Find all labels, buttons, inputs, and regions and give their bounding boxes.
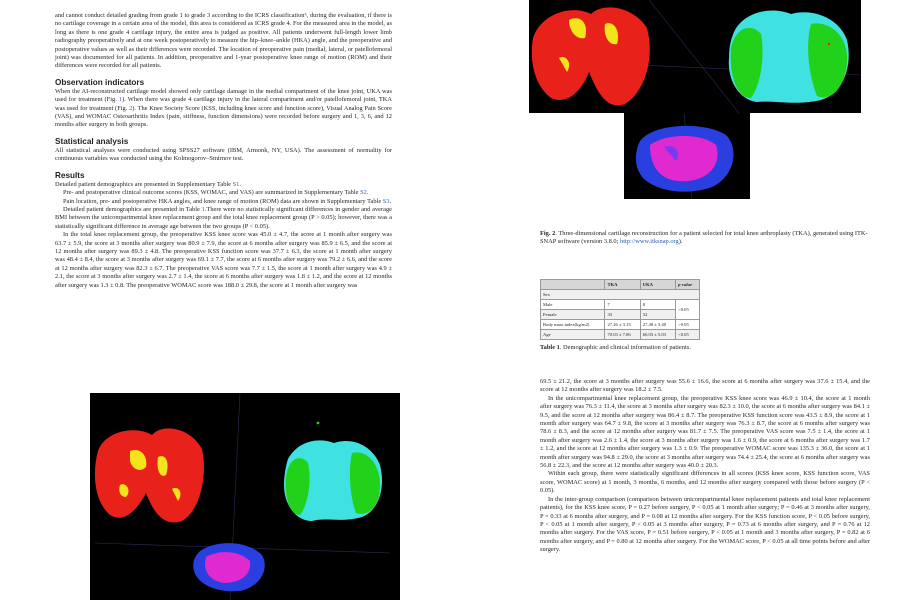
table-cell: 8 bbox=[640, 300, 675, 310]
table-cell: <0.05 bbox=[676, 330, 700, 340]
results-heading: Results bbox=[55, 170, 85, 180]
table-1-link[interactable]: 1 bbox=[201, 205, 205, 213]
table-row bbox=[541, 300, 700, 310]
table-cell: 27.48 ± 3.48 bbox=[640, 320, 675, 330]
observation-paragraph: When the AI-reconstructed cartilage model showed only cartilage damage in the medial compartment of the knee joint, UKA was used for treatment (Fig. 1). When there was grade 4 cartilage injury in the lateral compartment and/or patellofemoral joint, TKA was used for treatment (Fig. 2). The Knee Society Score (KSS, including knee score and function score), Visual Analog Pain Score (VAS), and WOMAC Osteoarthritis Index (pain, stiffness, function dimensions) were recorded before surgery and 1, 3, 6, and 12 months after surgery in both groups. bbox=[55, 87, 393, 129]
table-cell: Male bbox=[541, 300, 605, 310]
table-header-cell: TKA bbox=[605, 280, 640, 290]
table-cell: 7 bbox=[605, 300, 640, 310]
table-header-cell: p-value bbox=[676, 280, 700, 290]
results-paragraph-1: Detailed patient demographics are presented in Supplementary Table S1. bbox=[55, 180, 241, 188]
table-cell: 66.03 ± 5.03 bbox=[640, 330, 675, 340]
statistical-paragraph: All statistical analyses were conducted using SPSS27 software (IBM, Armonk, NY, USA). The assessment of normality for continuous variables was conducted using the Kolmogorov–Smirnov test. bbox=[55, 146, 392, 163]
observation-indicators-heading: Observation indicators bbox=[55, 77, 145, 87]
tka-femur-render-graphic bbox=[529, 0, 861, 113]
figure-2-top-render bbox=[529, 0, 861, 113]
figure-2-bottom-render bbox=[624, 113, 750, 199]
fig1-link[interactable]: 1 bbox=[118, 96, 123, 104]
table-header-cell: UKA bbox=[640, 280, 675, 290]
figure-1-cartilage-render bbox=[90, 393, 400, 600]
results-paragraph-3: Pain location, pre- and postoperative HKA angles, and knee range of motion (ROM) data are shown in Supplementary Table S3. bbox=[63, 197, 392, 205]
table-row bbox=[541, 330, 700, 340]
inter-group-paragraph: In the inter-group comparison (comparison between unicompartmental knee replacement patients and total knee replacement patients), for the KSS knee score, P = 0.27 before surgery, P < 0.05 at 1 month after surgery; P = 0.46 at 3 months after surgery, P = 0.33 at 6 months after surgery, and P = 0.08 at 12 months after surgery. For the KSS function score, P < 0.05 before surgery, P < 0.05 at 1 month after surgery, P < 0.05 at 3 months after surgery, P = 0.73 at 6 months after surgery, and P = 0.76 at 12 months after surgery. For the VAS score, P = 0.51 before surgery, P < 0.05 at 1 month and 3 months after surgery, P = 0.82 at 6 months after surgery, and P = 0.80 at 12 months after surgery. For the WOMAC score, P < 0.05 at all time points before and after surgery. bbox=[540, 495, 870, 554]
cartilage-render-graphic bbox=[90, 393, 400, 600]
within-group-paragraph: Within each group, there were statistically significant differences in all scores (KSS knee score, KSS function score, VAS score, WOMAC score) at 1 month, 3 months, 6 months, and 12 months after surgery compared with those before surgery (P < 0.05). bbox=[540, 470, 870, 495]
table-row bbox=[541, 290, 700, 300]
table-header-cell bbox=[541, 280, 605, 290]
table-cell: Sex bbox=[541, 290, 700, 300]
table-cell: Body mass index(kg/m2) bbox=[541, 320, 605, 330]
fig2-link[interactable]: 2 bbox=[129, 104, 133, 112]
table-cell: 70.03 ± 7.06 bbox=[605, 330, 640, 340]
table-row bbox=[541, 320, 700, 330]
left-text-column bbox=[55, 12, 392, 290]
table-cell: 33 bbox=[605, 310, 640, 320]
table-header-row bbox=[541, 280, 700, 290]
table-s2-link[interactable]: S2 bbox=[360, 189, 367, 197]
table-s3-link[interactable]: S3 bbox=[382, 197, 390, 205]
results-paragraph-4: Detailed patient demographics are presented in Table 1.There were no statistically significant differences in gender and average BMI between the unicompartmental knee replacement group and the total knee replacement group (P > 0.05); however, there was a statistically significant difference in average age between the two groups (P < 0.05). bbox=[55, 205, 392, 230]
page-right bbox=[450, 0, 900, 600]
right-text-column bbox=[540, 378, 870, 555]
table-cell: Age bbox=[541, 330, 605, 340]
table-s1-link[interactable]: S1 bbox=[232, 180, 240, 188]
results-continued-paragraph: 69.5 ± 21.2, the score at 3 months after surgery was 55.6 ± 16.6, the score at 6 months after surgery was 37.6 ± 15.4, and the score at 12 months after surgery was 18.2 ± 7.5. bbox=[540, 378, 870, 394]
table-cell: >0.05 bbox=[676, 320, 700, 330]
tka-tibia-render-graphic bbox=[624, 113, 750, 199]
statistical-analysis-heading: Statistical analysis bbox=[55, 136, 129, 146]
table-cell: >0.05 bbox=[676, 300, 700, 320]
table-cell: 27.26 ± 3.15 bbox=[605, 320, 640, 330]
demographics-table bbox=[540, 279, 700, 340]
uka-group-paragraph: In the unicompartmental knee replacement group, the preoperative KSS knee score was 46.9 ± 10.4, the score at 1 month after surgery was 76.3 ± 11.4, the score at 3 months after surgery was 82.3 ± 10.0, the score at 6 months after surgery was 84.1 ± 9.5, and the score at 12 months after surgery was 86.4 ± 8.7. The preoperative KSS function score was 43.5 ± 8.9, the score at 1 month after surgery was 64.7 ± 9.8, the score at 3 months after surgery was 76.3 ± 8.7, the score at 6 months after surgery was 78.6 ± 8.3, and the score at 12 months after surgery was 81.7 ± 7.5. The preoperative VAS score was 7.5 ± 1.4, the score at 1 month after surgery was 2.6 ± 1.4, the score at 3 months after surgery was 1.6 ± 0.9, the score at 6 months after surgery was 1.7 ± 1.2, and the score at 12 months after surgery was 1.3 ± 0.9. The preoperative WOMAC score was 135.3 ± 36.0, the score at 1 month after surgery was 94.8 ± 29.0, the score at 3 months after surgery was 74.4 ± 25.4, the score at 6 months after surgery was 56.8 ± 22.3, and the score at 12 months after surgery was 40.0 ± 20.3. bbox=[540, 394, 870, 470]
table-cell: 32 bbox=[640, 310, 675, 320]
intro-paragraph: and cannot conduct detailed grading from grade 1 to grade 3 according to the ICRS classification⁶, during the evaluation, if there is no cartilage coverage in a certain area of the model, this area is considered as ICRS grade 4. For the measured area in the model, as long as there is one grade 4 cartilage injury, the entire area is judged as positive. All patients underwent full-length lower limb radiography preoperatively and at one week postoperatively to measure the hip–knee–ankle (HKA) angle, and the preoperative and postoperative values as well as their differences were recorded. The location of preoperative pain (medial, lateral, or patellofemoral joint) was documented for all patients. In addition, preoperative and 1-year postoperative knee range of motion (ROM) and their differences were recorded for all patients. bbox=[55, 12, 392, 70]
table-1-caption: Table 1. Demographic and clinical information of patients. bbox=[540, 344, 691, 351]
figure-2-caption: Fig. 2. Three-dimensional cartilage reconstruction for a patient selected for total knee arthroplasty (TKA), generated using ITK-SNAP software (version 3.8.0; http://www.itksnap.org). bbox=[540, 230, 868, 246]
itksnap-link[interactable]: http://www.itksnap.org bbox=[620, 238, 679, 246]
results-paragraph-5: In the total knee replacement group, the preoperative KSS knee score was 45.0 ± 4.7, the score at 1 month after surgery was 63.7 ± 5.9, the score at 3 months after surgery was 80.9 ± 7.9, the score at 6 months after surgery was 85.9 ± 6.5, and the score at 12 months after surgery was 89.3 ± 4.8. The preoperative KSS function score was 37.7 ± 6.3, the score at 1 month after surgery was 48.4 ± 8.4, the score at 3 months after surgery was 69.1 ± 7.7, the score at 6 months after surgery was 79.2 ± 6.6, and the score at 12 months after surgery was 82.3 ± 6.7. The preoperative VAS score was 7.7 ± 1.5, the score at 1 month after surgery was 4.9 ± 2.1, the score at 3 months after surgery was 2.7 ± 1.4, the score at 6 months after surgery was 1.8 ± 1.2, and the score at 12 months after surgery was 1.3 ± 0.8. The preoperative WOMAC score was 188.0 ± 29.8, the score at 1 month after surgery was bbox=[55, 231, 392, 289]
table-cell: Female bbox=[541, 310, 605, 320]
results-paragraph-2: Pre- and postoperative clinical outcome scores (KSS, WOMAC, and VAS) are summarized in Supplementary Table S2. bbox=[63, 189, 369, 197]
